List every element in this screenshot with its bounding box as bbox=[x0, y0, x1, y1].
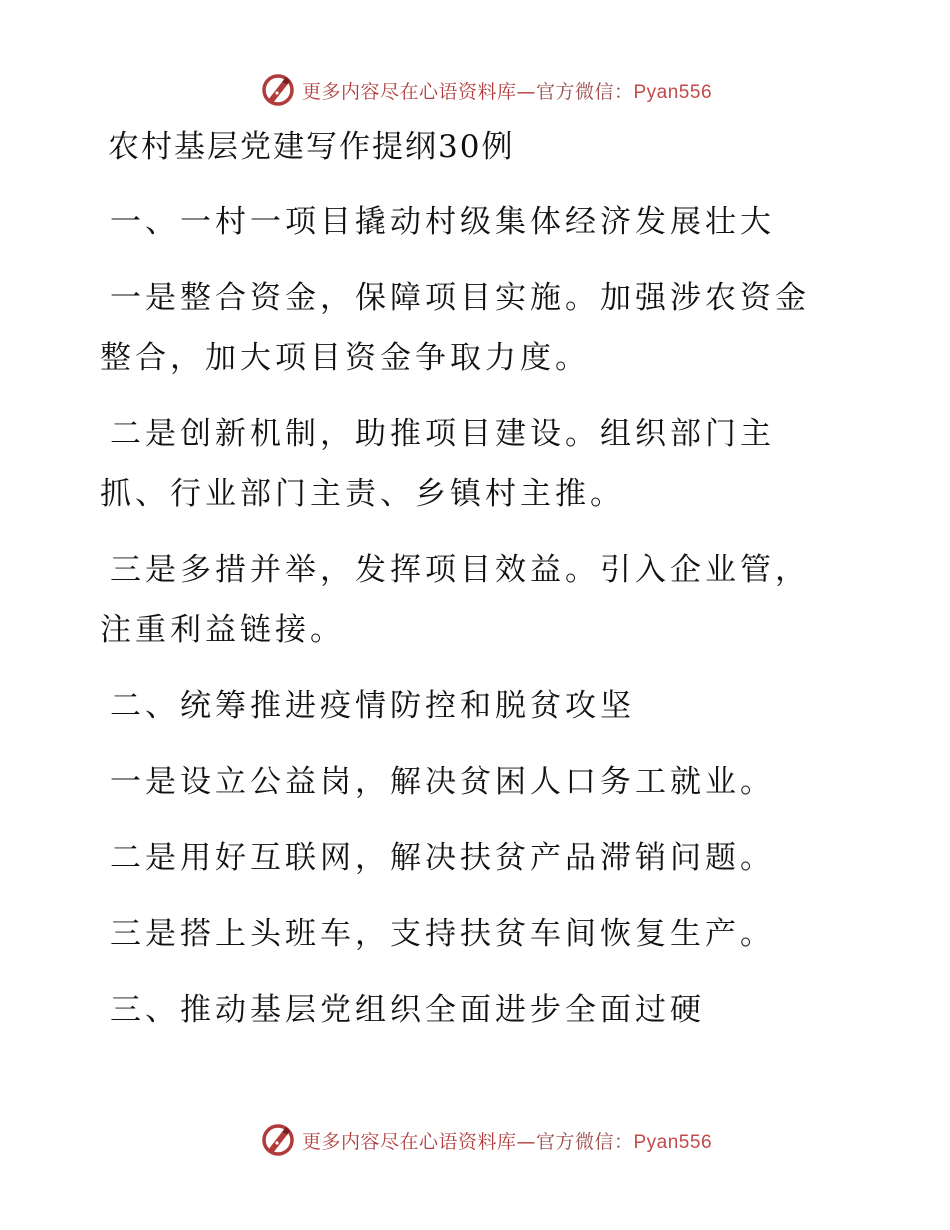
banner-wechat-label: 官方微信： bbox=[535, 80, 634, 103]
footer-banner-text bbox=[302, 1127, 712, 1154]
fountain-pen-logo-icon bbox=[260, 1122, 296, 1158]
section-heading-2: 二、统筹推进疫情防控和脱贫攻坚 bbox=[110, 688, 635, 724]
footer-banner-content bbox=[260, 1122, 712, 1158]
paragraph: 三是搭上头班车，支持扶贫车间恢复生产。 bbox=[110, 916, 775, 952]
section-heading-3: 三、推动基层党组织全面进步全面过硬 bbox=[110, 992, 705, 1028]
banner-wechat-label: 官方微信： bbox=[535, 1130, 634, 1153]
header-banner-content bbox=[260, 72, 712, 108]
paragraph: 一是设立公益岗，解决贫困人口务工就业。 bbox=[110, 764, 775, 800]
document-title: 农村基层党建写作提纲30例 bbox=[108, 129, 515, 165]
footer-banner bbox=[0, 1120, 950, 1160]
paragraph: 二是用好互联网，解决扶贫产品滞销问题。 bbox=[110, 840, 775, 876]
paragraph: 三是多措并举，发挥项目效益。引入企业管，注重利益链接。 bbox=[100, 552, 810, 648]
paragraph: 一是整合资金，保障项目实施。加强涉农资金整合，加大项目资金争取力度。 bbox=[100, 280, 810, 376]
banner-wechat-id: Pyan556 bbox=[633, 1131, 713, 1153]
banner-wechat-id: Pyan556 bbox=[633, 81, 713, 103]
banner-separator: — bbox=[516, 80, 536, 103]
banner-slogan: 更多内容尽在心语资料库 bbox=[301, 1130, 517, 1153]
fountain-pen-logo-icon bbox=[260, 72, 296, 108]
banner-slogan: 更多内容尽在心语资料库 bbox=[301, 80, 517, 103]
header-banner-text bbox=[302, 77, 712, 104]
banner-separator: — bbox=[516, 1130, 536, 1153]
section-heading-1: 一、一村一项目撬动村级集体经济发展壮大 bbox=[110, 204, 775, 240]
header-banner bbox=[0, 70, 950, 110]
paragraph: 二是创新机制，助推项目建设。组织部门主抓、行业部门主责、乡镇村主推。 bbox=[100, 416, 775, 512]
document-body bbox=[100, 118, 830, 1056]
